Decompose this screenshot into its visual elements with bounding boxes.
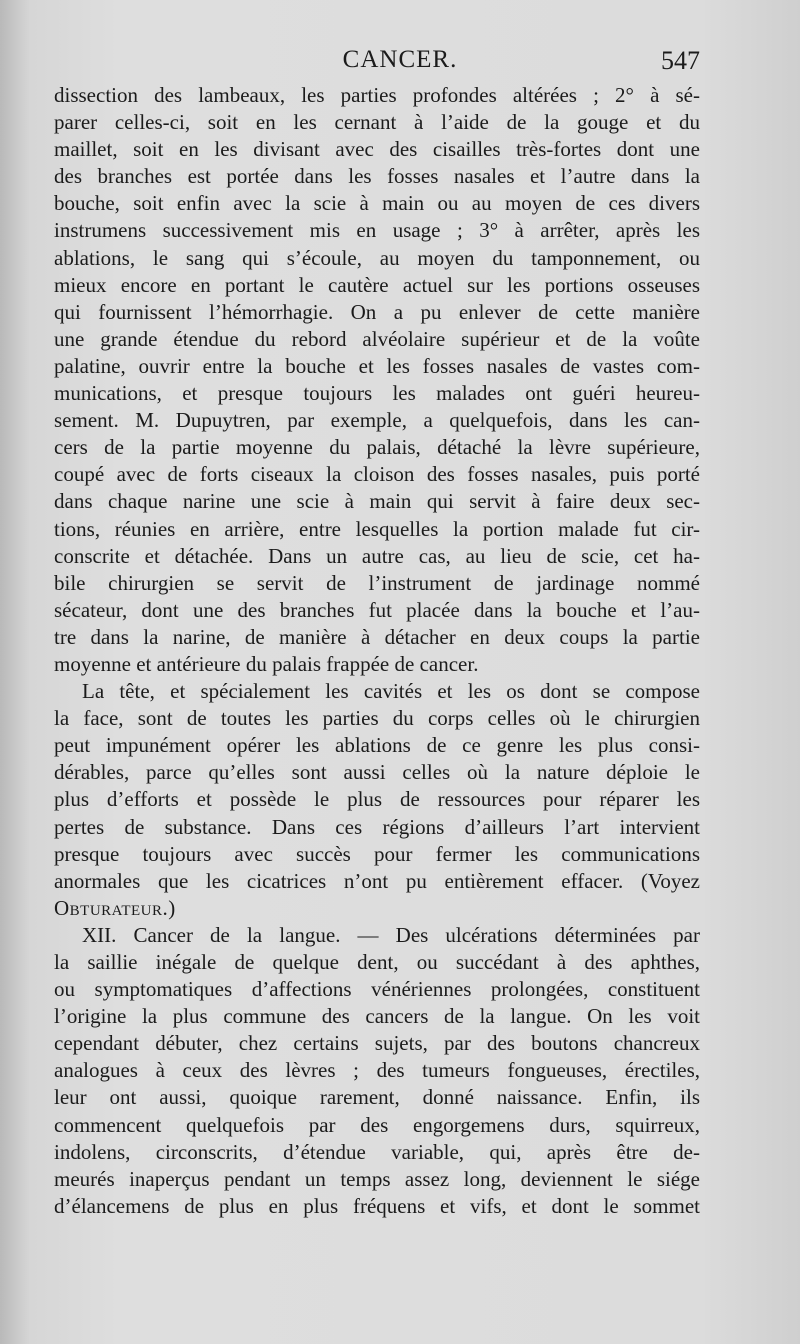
text-line: dissection des lambeaux, les parties profondes altérées ; 2° à sé-	[54, 83, 700, 107]
text-line: plus d’efforts et possède le plus de ressources pour réparer les	[54, 787, 700, 812]
text-line: ablations, le sang qui s’écoule, au moyen du tamponnement, ou	[54, 245, 700, 270]
running-title: CANCER.	[342, 46, 458, 73]
text-line: mieux encore en portant le cautère actuel sur les portions osseuses	[54, 272, 700, 297]
text-line: munications, et presque toujours les malades ont guéri heureu-	[54, 381, 700, 406]
text-line: moyenne et antérieure du palais frappée de cancer.	[54, 651, 479, 676]
text-line: La tête, et spécialement les cavités et les os dont se compose	[82, 679, 700, 704]
body-text	[54, 82, 700, 1220]
text-line: la face, sont de toutes les parties du corps celles où le chirurgien	[54, 706, 700, 731]
text-line: sement. M. Dupuytren, par exemple, a quelquefois, dans les can-	[54, 408, 700, 433]
text-line: coupé avec de forts ciseaux la cloison des fosses nasales, puis porté	[54, 462, 700, 487]
text-line: parer celles-ci, soit en les cernant à l’aide de la gouge et du	[54, 110, 700, 135]
text-line: des branches est portée dans les fosses nasales et l’autre dans la	[54, 164, 700, 189]
text-line: cependant débuter, chez certains sujets, par des boutons chancreux	[54, 1031, 700, 1056]
text-line: conscrite et détachée. Dans un autre cas, au lieu de scie, cet ha-	[54, 543, 700, 568]
text-line: pertes de substance. Dans ces régions d’ailleurs l’art intervient	[54, 814, 700, 839]
text-line: bile chirurgien se servit de l’instrument de jardinage nommé	[54, 570, 700, 595]
text-line: instrumens successivement mis en usage ; 3° à arrêter, après les	[54, 218, 700, 243]
text-line: l’origine la plus commune des cancers de la langue. On les voit	[54, 1004, 700, 1029]
text-line: une grande étendue du rebord alvéolaire supérieur et de la voûte	[54, 326, 700, 351]
text-line: dans chaque narine une scie à main qui servit à faire deux sec-	[54, 489, 700, 514]
text-line: XII. Cancer de la langue. — Des ulcérations déterminées par	[82, 922, 700, 947]
page-header	[0, 46, 800, 80]
text-line: qui fournissent l’hémorrhagie. On a pu enlever de cette manière	[54, 299, 700, 324]
text-line: maillet, soit en les divisant avec des cisailles très-fortes dont une	[54, 137, 700, 162]
text-line: leur ont aussi, quoique rarement, donné naissance. Enfin, ils	[54, 1085, 700, 1110]
text-line: dérables, parce qu’elles sont aussi celles où la nature déploie le	[54, 760, 700, 785]
text-line: cers de la partie moyenne du palais, détaché la lèvre supérieure,	[54, 435, 700, 460]
text-line: commencent quelquefois par des engorgemens durs, squirreux,	[54, 1112, 700, 1137]
text-line: anormales que les cicatrices n’ont pu entièrement effacer. (Voyez	[54, 868, 700, 893]
page-number: 547	[661, 46, 700, 75]
text-line: indolens, circonscrits, d’étendue variable, qui, après être de-	[54, 1139, 700, 1164]
text-line: sécateur, dont une des branches fut placée dans la bouche et l’au-	[54, 597, 700, 622]
text-line: meurés inaperçus pendant un temps assez long, deviennent le siége	[54, 1166, 700, 1191]
text-line: tions, réunies en arrière, entre lesquelles la portion malade fut cir-	[54, 516, 700, 541]
text-line: peut impunément opérer les ablations de ce genre les plus consi-	[54, 733, 700, 758]
text-line: Obturateur.)	[54, 895, 176, 920]
text-line: tre dans la narine, de manière à détacher en deux coups la partie	[54, 624, 700, 649]
text-line: analogues à ceux des lèvres ; des tumeurs fongueuses, érectiles,	[54, 1058, 700, 1083]
text-line: palatine, ouvrir entre la bouche et les fosses nasales de vastes com-	[54, 353, 700, 378]
text-line: d’élancemens de plus en plus fréquens et vifs, et dont le sommet	[54, 1193, 700, 1218]
text-line: la saillie inégale de quelque dent, ou succédant à des aphthes,	[54, 950, 700, 974]
text-line: presque toujours avec succès pour fermer les communications	[54, 841, 700, 866]
text-line: bouche, soit enfin avec la scie à main ou au moyen de ces divers	[54, 191, 700, 216]
text-line: ou symptomatiques d’affections vénériennes prolongées, constituent	[54, 977, 700, 1002]
